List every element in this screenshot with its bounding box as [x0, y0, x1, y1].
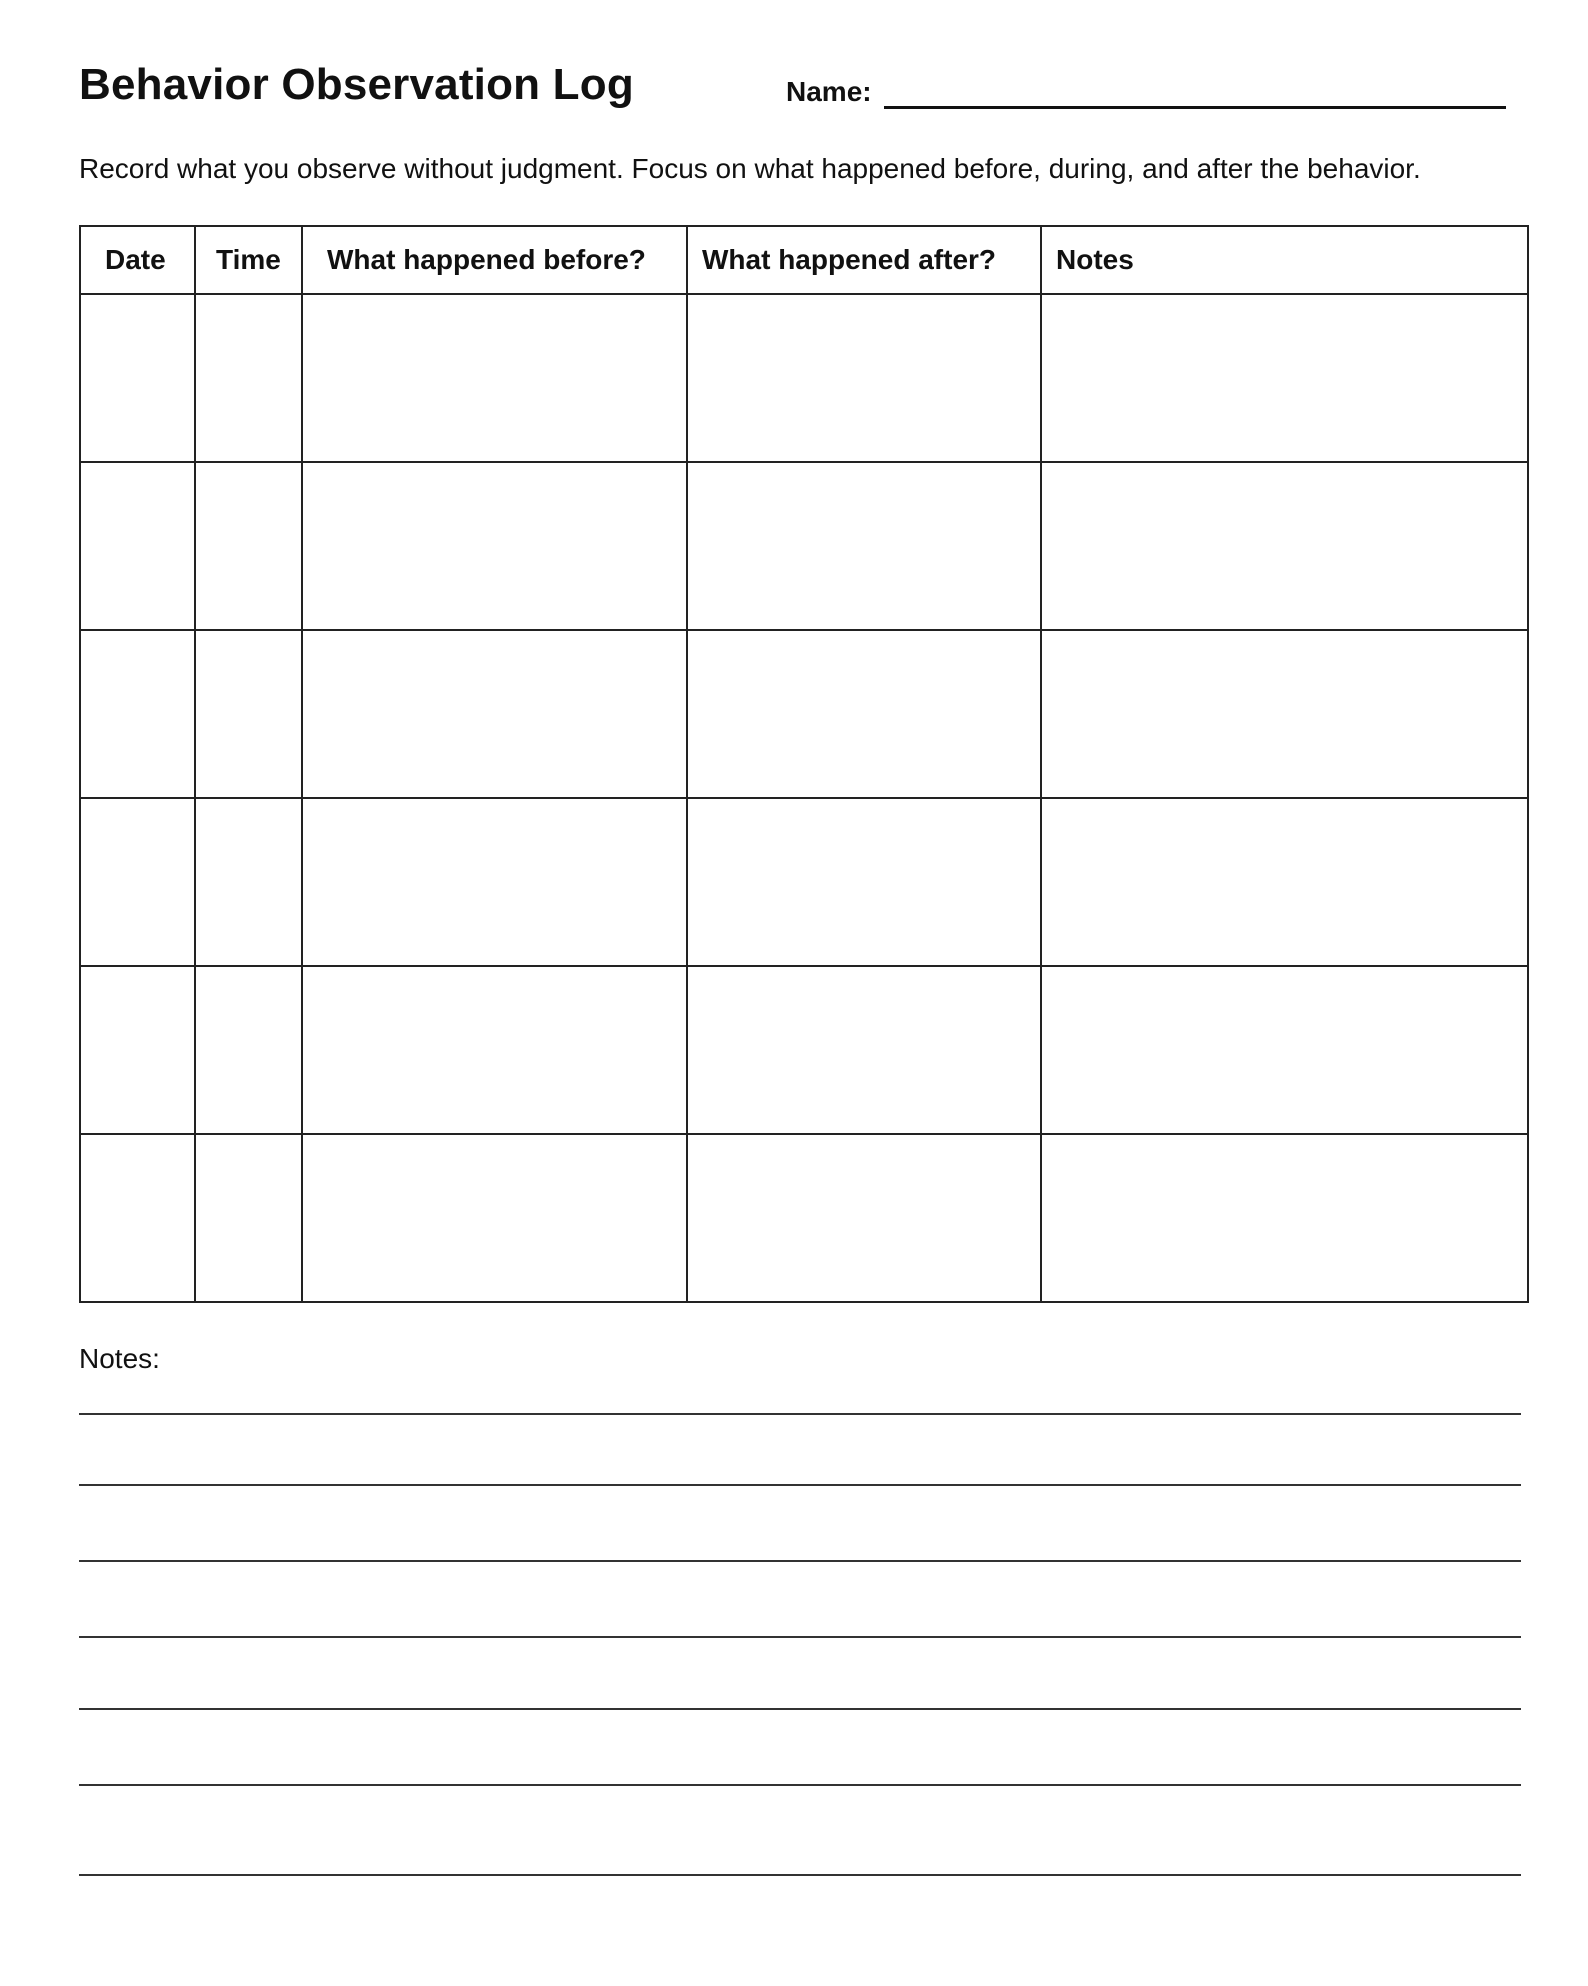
time-cell[interactable] — [195, 630, 302, 798]
after-cell[interactable] — [687, 294, 1041, 462]
table-row — [80, 798, 1528, 966]
notes-cell[interactable] — [1041, 1134, 1528, 1302]
before-cell[interactable] — [302, 294, 687, 462]
table-row — [80, 966, 1528, 1134]
table-header-row — [80, 226, 1528, 294]
before-cell[interactable] — [302, 630, 687, 798]
column-header-date: Date — [80, 226, 195, 294]
page-title: Behavior Observation Log — [79, 60, 634, 109]
before-cell[interactable] — [302, 462, 687, 630]
notes-cell[interactable] — [1041, 966, 1528, 1134]
time-cell[interactable] — [195, 294, 302, 462]
notes-cell[interactable] — [1041, 630, 1528, 798]
time-cell[interactable] — [195, 1134, 302, 1302]
after-cell[interactable] — [687, 798, 1041, 966]
before-cell[interactable] — [302, 798, 687, 966]
column-header-after: What happened after? — [687, 226, 1041, 294]
date-cell[interactable] — [80, 630, 195, 798]
notes-cell[interactable] — [1041, 798, 1528, 966]
date-cell[interactable] — [80, 462, 195, 630]
after-cell[interactable] — [687, 630, 1041, 798]
after-cell[interactable] — [687, 966, 1041, 1134]
date-cell[interactable] — [80, 966, 195, 1134]
time-cell[interactable] — [195, 798, 302, 966]
before-cell[interactable] — [302, 1134, 687, 1302]
notes-line[interactable] — [79, 1560, 1521, 1562]
after-cell[interactable] — [687, 462, 1041, 630]
table-row — [80, 462, 1528, 630]
notes-line[interactable] — [79, 1484, 1521, 1486]
time-cell[interactable] — [195, 966, 302, 1134]
date-cell[interactable] — [80, 1134, 195, 1302]
column-header-before: What happened before? — [302, 226, 687, 294]
notes-cell[interactable] — [1041, 294, 1528, 462]
notes-section-label: Notes: — [79, 1343, 160, 1374]
name-field-line[interactable] — [884, 106, 1506, 109]
date-cell[interactable] — [80, 294, 195, 462]
notes-line[interactable] — [79, 1784, 1521, 1786]
after-cell[interactable] — [687, 1134, 1041, 1302]
date-cell[interactable] — [80, 798, 195, 966]
column-header-notes: Notes — [1041, 226, 1528, 294]
before-cell[interactable] — [302, 966, 687, 1134]
notes-cell[interactable] — [1041, 462, 1528, 630]
column-header-time: Time — [195, 226, 302, 294]
notes-line[interactable] — [79, 1874, 1521, 1876]
time-cell[interactable] — [195, 462, 302, 630]
table-row — [80, 630, 1528, 798]
name-label: Name: — [786, 76, 872, 107]
notes-line[interactable] — [79, 1708, 1521, 1710]
table-row — [80, 1134, 1528, 1302]
notes-line[interactable] — [79, 1413, 1521, 1415]
observation-table — [79, 225, 1529, 1303]
table-row — [80, 294, 1528, 462]
notes-line[interactable] — [79, 1636, 1521, 1638]
instructions-text: Record what you observe without judgment. Focus on what happened before, during, and after the behavior. — [79, 153, 1421, 184]
